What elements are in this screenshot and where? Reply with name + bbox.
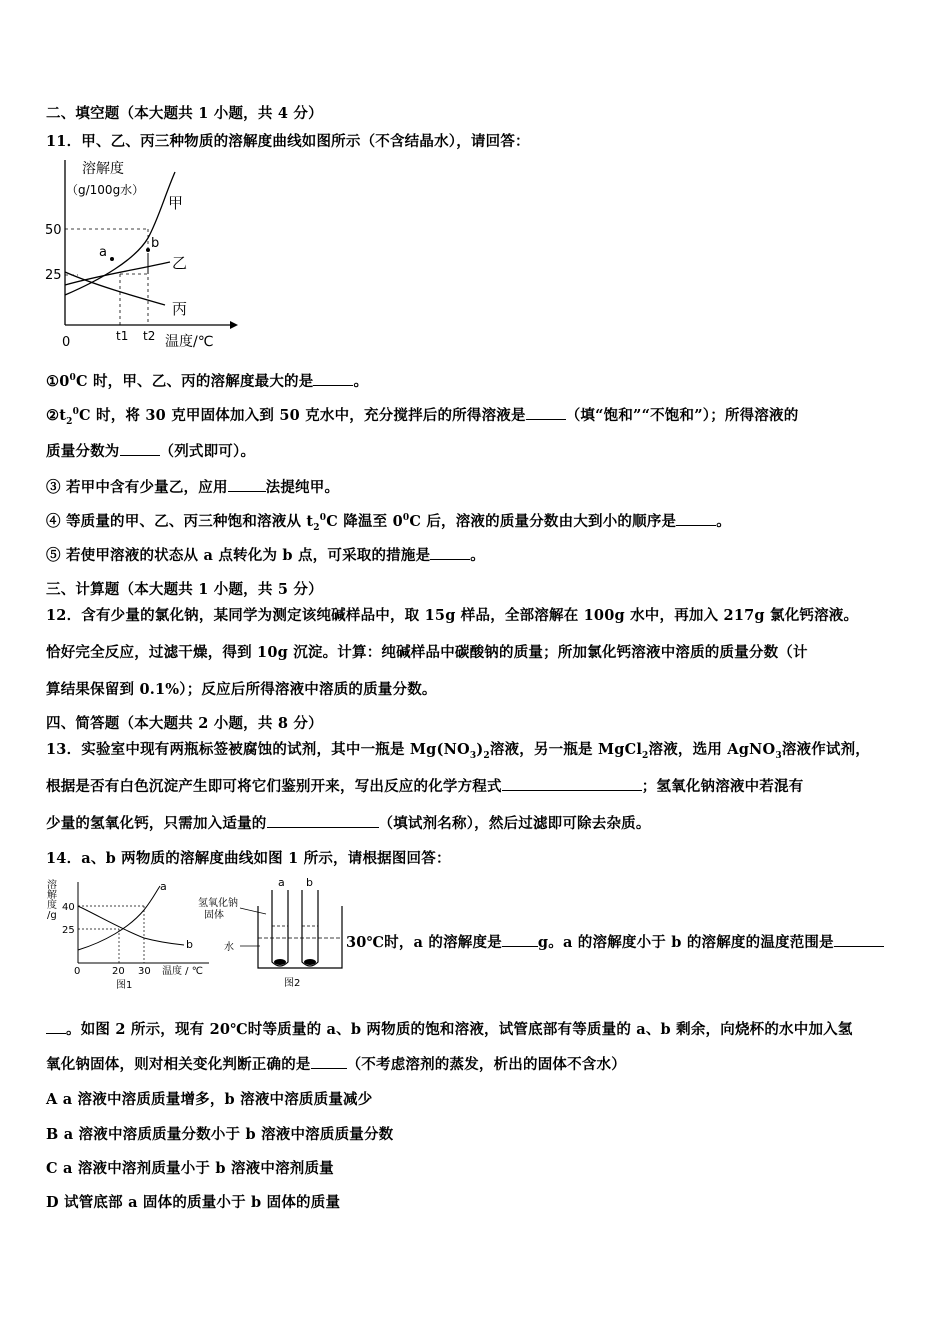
origin-label: 0 (62, 335, 71, 350)
curve-bing-label: 丙 (172, 300, 188, 318)
curve-a (78, 886, 160, 950)
svg-text:固体: 固体 (204, 910, 224, 921)
answer-blank[interactable] (228, 477, 266, 493)
y50-label: 50 (45, 223, 62, 238)
ylabel-1: 溶解度 (82, 161, 124, 177)
curve-b (78, 906, 184, 945)
q12-line3: 算结果保留到 0.1%）；反应后所得溶液中溶质的质量分数。 (46, 681, 437, 698)
q11-solubility-graph (40, 150, 260, 355)
q14-option-d: D 试管底部 a 固体的质量小于 b 固体的质量 (46, 1194, 341, 1211)
q14-line3: 氧化钠固体，则对相关变化判断正确的是 （不考虑溶剂的蒸发，析出的固体不含水） (46, 1053, 626, 1074)
svg-text:氢氧化钠: 氢氧化钠 (198, 898, 238, 909)
curve-yi-label: 乙 (172, 254, 188, 272)
section-2-title: 二、填空题（本大题共 1 小题，共 4 分） (46, 105, 323, 122)
q14-side-text: 30℃时，a 的溶解度是 g。a 的溶解度小于 b 的溶解度的温度范围是 (346, 931, 884, 952)
svg-text:/g: /g (47, 910, 57, 921)
section-4-title: 四、简答题（本大题共 2 小题，共 8 分） (46, 715, 323, 732)
svg-text:图2: 图2 (284, 978, 301, 989)
svg-text:20: 20 (112, 966, 125, 977)
answer-blank[interactable] (311, 1054, 347, 1070)
svg-text:0: 0 (74, 966, 81, 977)
svg-text:解: 解 (47, 890, 57, 901)
section-3-title: 三、计算题（本大题共 1 小题，共 5 分） (46, 581, 323, 598)
svg-text:度: 度 (47, 900, 57, 911)
ylabel-2: （g/100g水） (66, 183, 145, 197)
answer-blank[interactable] (502, 932, 538, 948)
answer-blank[interactable] (313, 371, 353, 387)
point-b-label: b (151, 236, 160, 251)
tube-a (272, 890, 288, 966)
q13-line2: 根据是否有白色沉淀产生即可将它们鉴别开来，写出反应的化学方程式 ；氢氧化钠溶液中若混有 (46, 775, 803, 796)
answer-blank[interactable] (430, 545, 470, 561)
point-a-label: a (99, 245, 107, 260)
t2-label: t2 (143, 329, 156, 343)
answer-blank[interactable] (526, 405, 566, 421)
answer-blank[interactable] (676, 511, 716, 527)
answer-blank[interactable] (834, 932, 884, 948)
answer-blank[interactable] (46, 1019, 66, 1035)
curve-jia-label: 甲 (168, 194, 184, 212)
answer-blank[interactable] (267, 813, 379, 829)
q14-option-a: A a 溶液中溶质质量增多，b 溶液中溶质质量减少 (46, 1091, 373, 1108)
q11-part2-cont: 质量分数为 （列式即可）。 (46, 440, 255, 461)
svg-text:a: a (160, 880, 167, 893)
svg-text:温度 / ℃: 温度 / ℃ (162, 966, 203, 977)
q11-part4: ④ 等质量的甲、乙、丙三种饱和溶液从 $t_2^0C$ 降温至 $0^0C$ 后，溶液的质量分数由大到小的顺序是 。 (46, 510, 731, 533)
q14-line2: 。如图 2 所示，现有 20℃时等质量的 a、b 两物质的饱和溶液，试管底部有等质量的 a、b 剩余，向烧杯的水中加入氢 (46, 1018, 853, 1039)
y25-label: 25 (45, 268, 62, 283)
q11-part2: $②t_2^0C$ 时，将 30 克甲固体加入到 50 克水中，充分搅拌后的所得溶液是 （填“饱和”“不饱和”）；所得溶液的 (46, 404, 798, 427)
svg-text:25: 25 (62, 925, 75, 936)
point-a (110, 257, 114, 261)
svg-text:a: a (278, 876, 285, 889)
svg-text:水: 水 (224, 942, 234, 953)
answer-blank[interactable] (502, 776, 642, 792)
point-b (146, 248, 150, 252)
q14-fig2 (196, 876, 356, 991)
q11-part5: ⑤ 若使甲溶液的状态从 a 点转化为 b 点，可采取的措施是 。 (46, 544, 485, 565)
q13-line3: 少量的氢氧化钙，只需加入适量的 （填试剂名称），然后过滤即可除去杂质。 (46, 812, 651, 833)
beaker (258, 906, 342, 968)
svg-text:图1: 图1 (116, 980, 133, 991)
q12-line1: 12．含有少量的氯化钠，某同学为测定该纯碱样品中，取 15g 样品，全部溶解在 100g 水中，再加入 217g 氯化钙溶液。 (46, 607, 859, 624)
svg-text:b: b (186, 938, 193, 951)
q14-option-c: C a 溶液中溶剂质量小于 b 溶液中溶剂质量 (46, 1160, 334, 1177)
x-axis-arrow (230, 321, 238, 329)
curve-yi (65, 262, 170, 285)
q13-line1: 13．实验室中现有两瓶标签被腐蚀的试剂，其中一瓶是 $Mg(NO_3)_2$溶液，另一瓶是 MgCl$_2$溶液，选用 AgNO$_3$溶液作试剂， (46, 741, 871, 761)
svg-text:溶: 溶 (47, 880, 57, 891)
q11-part3: ③ 若甲中含有少量乙，应用 法提纯甲。 (46, 476, 339, 497)
svg-text:30: 30 (138, 966, 151, 977)
q12-line2: 恰好完全反应，过滤干燥，得到 10g 沉淀。计算：纯碱样品中碳酸钠的质量；所加氯化钙溶液中溶质的质量分数（计 (46, 644, 808, 661)
answer-blank[interactable] (120, 441, 160, 457)
q11-stem: 11．甲、乙、丙三种物质的溶解度曲线如图所示（不含结晶水），请回答： (46, 133, 530, 150)
q11-part1: $①0^0C$ 时，甲、乙、丙的溶解度最大的是 。 (46, 370, 368, 391)
svg-text:40: 40 (62, 902, 75, 913)
t1-label: t1 (116, 329, 129, 343)
q14-option-b: B a 溶液中溶质质量分数小于 b 溶液中溶质质量分数 (46, 1126, 394, 1143)
xlabel: 温度/℃ (165, 334, 214, 350)
tube-b (302, 890, 318, 966)
svg-text:b: b (306, 876, 313, 889)
q14-stem: 14．a、b 两物质的溶解度曲线如图 1 所示，请根据图回答： (46, 850, 451, 867)
